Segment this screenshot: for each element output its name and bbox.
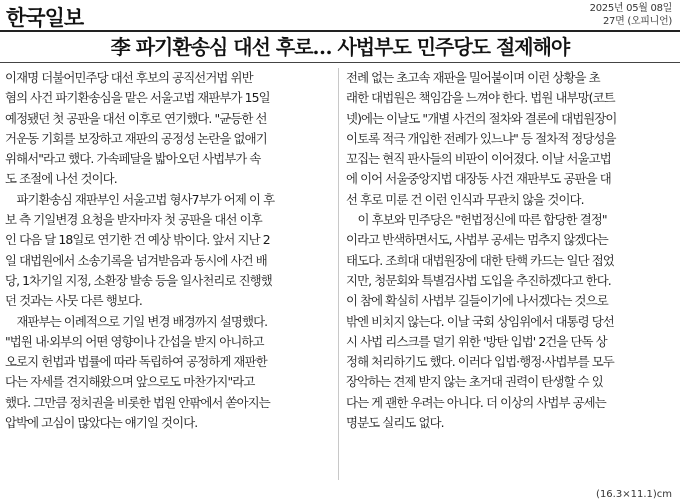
text-line: 했다. 그만큼 정치권을 비롯한 법원 안팎에서 쏟아지는 (5, 394, 270, 410)
text-line: 일 대법원에서 소송기록을 넘겨받음과 동시에 사건 배 (5, 252, 267, 268)
article-headline: 李 파기환송심 대선 후로… 사법부도 민주당도 절제해야 (110, 35, 570, 59)
column-divider (338, 68, 339, 480)
text-line: 넷)에는 이날도 "개별 사건의 절차와 결론에 대법원장이 (346, 110, 617, 126)
text-line: 명분도 실리도 없다. (346, 415, 444, 431)
text-line: 다는 자세를 견지해왔으며 앞으로도 마찬가지"라고 (5, 374, 255, 390)
masthead (0, 0, 680, 30)
text-line: 밖엔 비치지 않는다. 이날 국회 상임위에서 대통령 당선 (346, 313, 614, 329)
newspaper-logo: 한국일보 (6, 6, 84, 30)
text-line: 전례 없는 초고속 재판을 밀어붙이며 이런 상황을 초 (346, 70, 600, 85)
text-line: 정해 처리하기도 했다. 이러다 입법·행정·사법부를 모두 (346, 354, 614, 370)
text-line: 보 측 기일변경 요청을 받자마자 첫 공판을 대선 이후 (5, 212, 262, 228)
text-line: 꼬집는 현직 판사들의 비판이 이어졌다. 이날 서울고법 (346, 151, 611, 167)
text-line: 태도다. 조희대 대법원장에 대한 탄핵 카드는 일단 접었 (346, 252, 614, 268)
text-line: "법원 내·외부의 어떤 영향이나 간섭을 받지 아니하고 (5, 333, 264, 349)
text-line: 이 후보와 민주당은 "헌법정신에 따른 합당한 결정" (346, 212, 607, 228)
text-line: 에 이어 서울중앙지법 대장동 사건 재판부도 공판을 대 (346, 171, 611, 187)
text-line: 예정됐던 첫 공판을 대선 이후로 연기했다. "균등한 선 (5, 110, 267, 126)
text-line: 압박에 고심이 많았다는 얘기일 것이다. (5, 415, 198, 431)
text-line: 이재명 더불어민주당 대선 후보의 공직선거법 위반 (5, 70, 253, 85)
text-line: 장악하는 견제 받지 않는 초거대 권력이 탄생할 수 있 (346, 374, 603, 390)
text-line: 다는 게 괜한 우려는 아니다. 더 이상의 사법부 공세는 (346, 394, 606, 410)
text-line: 이토록 적극 개입한 전례가 있느냐" 등 절차적 정당성을 (346, 130, 616, 146)
text-line: 오로지 헌법과 법률에 따라 독립하여 공정하게 재판한 (5, 354, 267, 370)
text-line: 당, 1차기일 지정, 소환장 발송 등을 일사천리로 진행했 (5, 272, 272, 288)
text-line: 던 것과는 사뭇 다른 행보다. (5, 293, 142, 309)
headline-rule (0, 62, 680, 63)
text-line: 이 참에 확실히 사법부 길들이기에 나서겠다는 것으로 (346, 293, 608, 309)
text-line: 거운동 기회를 보장하고 재판의 공정성 논란을 없애기 (5, 130, 267, 146)
text-line: 재판부는 이례적으로 기일 변경 배경까지 설명했다. (5, 313, 268, 329)
text-line: 파기환송심 재판부인 서울고법 형사7부가 어제 이 후 (5, 191, 275, 207)
text-line: 도 조절에 나선 것이다. (5, 171, 117, 187)
publication-date: 2025년 05월 08일 (589, 3, 672, 14)
text-line: 래한 대법원은 책임감을 느껴야 한다. 법원 내부망(코트 (346, 90, 615, 106)
clipping-size-note: (16.3×11.1)cm (596, 489, 672, 500)
article-column-right (346, 68, 676, 433)
text-line: 지만, 청문회와 특별검사법 도입을 추진하겠다고 한다. (346, 272, 611, 288)
text-line: 인 다음 달 18일로 연기한 건 예상 밖이다. 앞서 지난 2 (5, 232, 270, 248)
text-line: 위해서"라고 했다. 가속페달을 밟아오던 사법부가 속 (5, 151, 261, 167)
text-line: 선 후로 미룬 건 이런 인식과 무관치 않을 것이다. (346, 191, 584, 207)
text-line: 혐의 사건 파기환송심을 맡은 서울고법 재판부가 15일 (5, 90, 270, 106)
dateline (590, 2, 672, 28)
text-line: 이라고 반색하면서도, 사법부 공세는 멈추지 않겠다는 (346, 232, 608, 248)
article-column-left (5, 68, 333, 433)
text-line: 시 사법 리스크를 덜기 위한 '방탄 입법' 2건을 단독 상 (346, 333, 607, 349)
page-section: 27면 (오피니언) (602, 16, 672, 27)
